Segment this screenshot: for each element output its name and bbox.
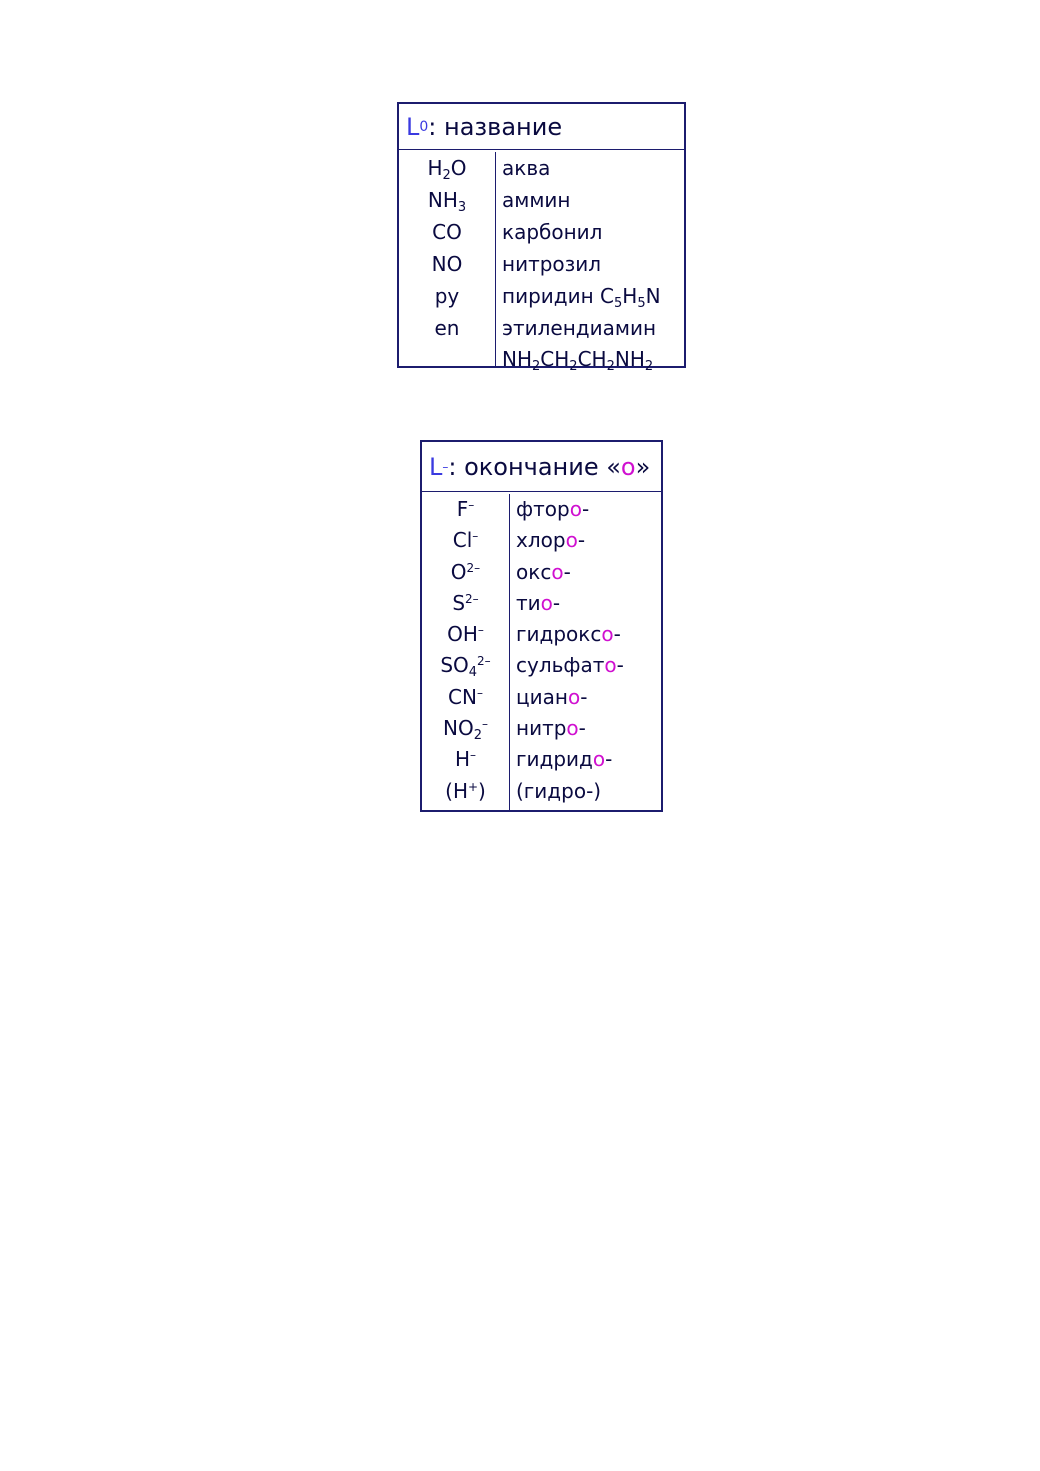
neutral-ligands-table xyxy=(397,102,686,374)
ligand-symbol: L xyxy=(429,452,443,481)
ligand-name-formula: $NH_2CH_2CH_2NH_2$ xyxy=(502,347,654,374)
header-text: : окончание « xyxy=(448,452,621,481)
ligand-name: циано- xyxy=(516,684,588,709)
ligand-formula: $S^{2-}$ xyxy=(452,590,479,615)
ligand-formula: OH– xyxy=(447,622,484,647)
ligand-name: пиридин $C_5H_5N$ xyxy=(502,284,661,311)
ending-highlight: о xyxy=(620,452,636,481)
ligand-symbol: L xyxy=(406,112,420,141)
anionic-ligands-table xyxy=(420,440,663,812)
ending-highlight: о xyxy=(601,622,614,647)
ligand-formula: H– xyxy=(454,747,477,772)
formula-column xyxy=(422,494,510,810)
ligand-name: карбонил xyxy=(502,220,603,244)
ending-highlight: о xyxy=(567,684,581,709)
ligand-name: этилендиамин xyxy=(502,316,657,340)
name-column xyxy=(496,152,684,374)
ligand-formula: $NH_3$ xyxy=(427,188,467,215)
table-header: L 0 : название xyxy=(399,104,684,150)
ligand-name: нитро- xyxy=(516,716,586,741)
ligand-name: гидроксо- xyxy=(516,622,621,647)
ligand-formula: CN– xyxy=(448,684,483,709)
formula-column xyxy=(399,152,496,366)
ligand-formula: CO xyxy=(432,220,462,244)
ligand-formula: Cl– xyxy=(452,528,479,553)
ligand-formula: $NO_2^-$ xyxy=(443,716,488,744)
ending-highlight: о xyxy=(540,590,553,615)
ligand-formula: (H+) xyxy=(445,778,486,803)
ligand-name: аква xyxy=(502,156,551,180)
ligand-formula: $H_2O$ xyxy=(427,156,467,183)
ligand-name: сульфато- xyxy=(516,653,624,678)
ending-highlight: о xyxy=(592,747,606,772)
ligand-name: оксо- xyxy=(516,559,571,584)
ligand-formula: $O^{2-}$ xyxy=(450,559,481,584)
ligand-name: (гидро-) xyxy=(516,778,602,803)
ligand-name: хлоро- xyxy=(516,528,586,553)
ligand-name: тио- xyxy=(516,590,561,615)
ligand-formula: py xyxy=(434,284,460,308)
ligand-formula: F– xyxy=(456,497,475,521)
header-text-end: » xyxy=(635,452,651,481)
ending-highlight: о xyxy=(551,559,564,584)
ligand-name: аммин xyxy=(502,188,571,212)
ending-highlight: о xyxy=(569,497,582,521)
ligand-formula: NO xyxy=(431,252,463,276)
header-text: : название xyxy=(428,112,563,141)
name-column xyxy=(510,494,661,810)
table-body xyxy=(422,492,661,810)
table-body xyxy=(399,150,684,374)
ending-highlight: о xyxy=(604,653,617,678)
table-header: L – : окончание « о » xyxy=(422,442,661,492)
ligand-name: нитрозил xyxy=(502,252,602,276)
ligand-formula: en xyxy=(434,316,460,340)
ligand-name: фторо- xyxy=(516,497,590,521)
ending-highlight: о xyxy=(566,716,579,741)
ending-highlight: о xyxy=(565,528,578,553)
ligand-name: гидридо- xyxy=(516,747,613,772)
ligand-formula: $SO_4^{2-}$ xyxy=(440,653,491,681)
